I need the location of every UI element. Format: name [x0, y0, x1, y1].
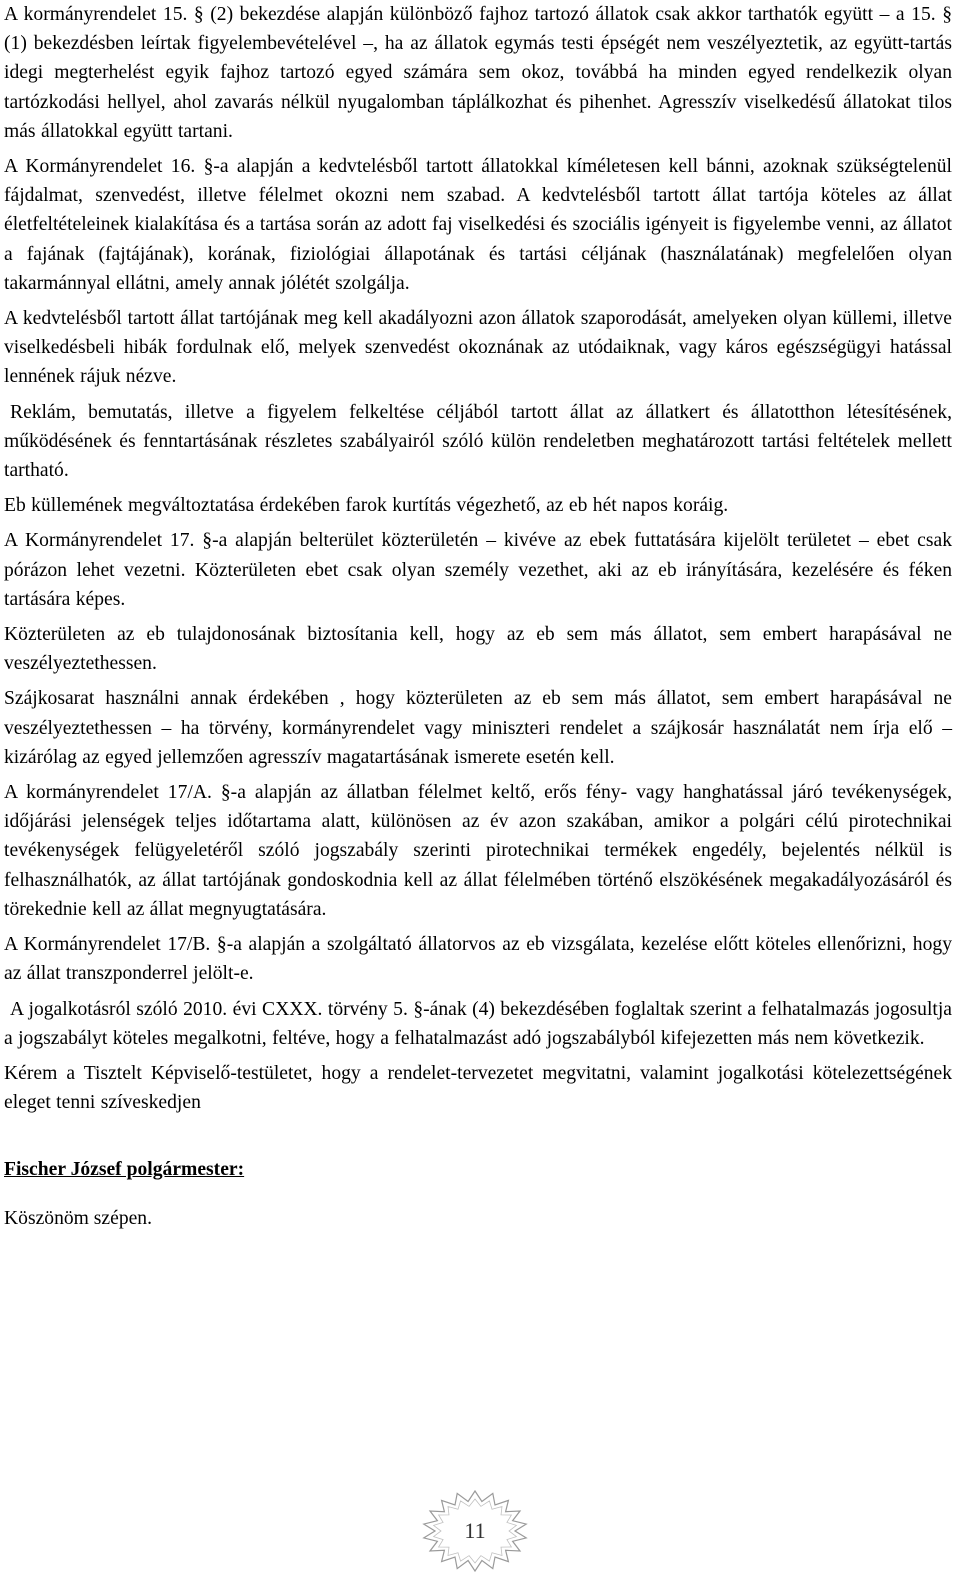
- paragraph-8: Szájkosarat használni annak érdekében , hogy közterületen az eb sem más állatot, sem embert harapásával ne veszélyeztethessen – ha törvény, kormányrendelet vagy miniszteri rendelet a szájkosár használatát nem írja elő – kizárólag az egyed jellemzően agresszív magatartásának ismerete esetén kell.: [4, 688, 952, 768]
- signature-heading: Fischer József polgármester:: [4, 1159, 245, 1181]
- paragraph-1: A kormányrendelet 15. § (2) bekezdése alapján különböző fajhoz tartozó állatok csak akkor tarthatók együtt – a 15. § (1) bekezdésben leírtak figyelembevételével –, ha az állatok egymás testi épségét nem veszélyeztetik, az együtt-tartás idegi megterhelést egyik fajhoz tartozó egyed számára sem okoz, továbbá ha minden egyed rendelkezik olyan tartózkodási hellyel, ahol zavarás nélkül nyugalomban táplálkozhat és pihenhet. Agresszív viselkedésű állatokat tilos más állatokkal együtt tartani.: [4, 4, 952, 142]
- paragraph-6: A Kormányrendelet 17. §-a alapján belterület közterületén – kivéve az ebek futtatására kijelölt területet – ebet csak pórázon lehet vezetni. Közterületen ebet csak olyan személy vezethet, aki az eb irányítására, kezelésére és féken tartására képes.: [4, 530, 952, 610]
- paragraph-7: Közterületen az eb tulajdonosának biztosítania kell, hogy az eb sem más állatot, sem embert harapásával ne veszélyeztethessen.: [4, 624, 952, 675]
- page-number: 11: [464, 1518, 486, 1543]
- paragraph-9: A kormányrendelet 17/A. §-a alapján az állatban félelmet keltő, erős fény- vagy hanghatással járó tevékenységek, időjárási jelenségek teljes időtartama alatt, különösen az év azon szakában, amikor a polgári célú pirotechnikai tevékenységek felügyeletéről szóló jogszabály szerinti pirotechnikai termékek engedély, bejelentés nélkül is felhasználhatók, az állat tartójának gondoskodnia kell az állat félelmében történő elszökésének megakadályozásáról és törekednie kell az állat megnyugtatására.: [4, 782, 952, 920]
- page-number-badge: [420, 1488, 530, 1574]
- paragraph-10: A Kormányrendelet 17/B. §-a alapján a szolgáltató állatorvos az eb vizsgálata, kezelése előtt köteles ellenőrizni, hogy az állat transzponderrel jelölt-e.: [4, 934, 952, 985]
- paragraph-2: A Kormányrendelet 16. §-a alapján a kedvtelésből tartott állatokkal kíméletesen kell bánni, azoknak szükségtelenül fájdalmat, szenvedést, illetve félelmet okozni nem szabad. A kedvtelésből tartott állat tartója köteles az állat életfeltételeinek kialakítása és a tartása során az adott faj viselkedési és szociális igényeit is figyelembe venni, az állatot a fajának (fajtájának), korának, fiziológiai állapotának és tartási céljának (használatának) megfelelően olyan takarmánnyal ellátni, amely annak jólétét szolgálja.: [4, 156, 952, 294]
- closing-text: Köszönöm szépen.: [4, 1208, 153, 1230]
- document-page: [4, 0, 952, 1233]
- paragraph-12: Kérem a Tisztelt Képviselő-testületet, hogy a rendelet-tervezetet megvitatni, valamint jogalkotási kötelezettségének eleget tenni szíveskedjen: [4, 1062, 952, 1114]
- paragraph-4: Reklám, bemutatás, illetve a figyelem felkeltése céljából tartott állat az állatkert és állatotthon létesítésének, működésének és fenntartásának részletes szabályairól szóló külön rendeletben meghatározott tartási feltételek mellett tartható.: [4, 401, 952, 482]
- paragraph-11: A jogalkotásról szóló 2010. évi CXXX. törvény 5. §-ának (4) bekezdésében foglaltak szerint a felhatalmazás jogosultja a jogszabályt köteles megalkotni, feltéve, hogy a felhatalmazást adó jogszabályból kifejezetten más nem következik.: [4, 998, 952, 1049]
- paragraph-5: Eb küllemének megváltoztatása érdekében farok kurtítás végezhető, az eb hét napos koráig.: [4, 495, 729, 517]
- paragraph-3: A kedvtelésből tartott állat tartójának meg kell akadályozni azon állatok szaporodását, amelyeken olyan küllemi, illetve viselkedésbeli hibák fordulnak elő, melyek szenvedést okoznának az utódaiknak, vagy káros egészségügyi hatással lennének rájuk nézve.: [4, 308, 952, 388]
